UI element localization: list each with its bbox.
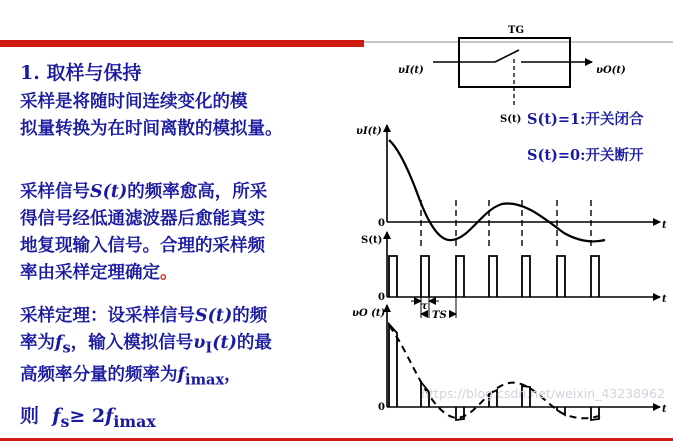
watermark: https://blog.csdn.net/weixin_43238962 — [421, 386, 665, 401]
frequency-line-1-pre: 采样信号 — [20, 182, 90, 202]
vi-t-label: t — [662, 220, 667, 231]
formula-prefix: 则 — [20, 405, 40, 427]
frequency-line-1-post: 的频率愈高，所采 — [127, 182, 268, 202]
vi-argument: (t) — [212, 333, 237, 353]
sampling-pulses — [389, 256, 599, 297]
switch-closed-state: S(t)=1:开关闭合 — [527, 111, 644, 128]
theorem-line-2-mid: ，输入模拟信号 — [70, 333, 194, 353]
theorem-line-1-post: 的频 — [232, 306, 268, 326]
definition-line-1: 采样是将随时间连续变化的模 — [20, 92, 248, 112]
switch-open-state: S(t)=0:开关断开 — [527, 147, 644, 164]
vo-axis-label: υO (t) — [352, 308, 386, 319]
formula-fimax-subscript: imax — [113, 411, 156, 431]
theorem-line-2-post: 的最 — [236, 333, 272, 353]
section-heading: 1. 取样与保持 — [20, 62, 142, 84]
formula-fimax: f — [105, 405, 114, 427]
theorem-line-3-post: ， — [224, 364, 242, 385]
fimax-symbol: f — [177, 364, 186, 385]
theorem-line-3-pre: 高频率分量的频率为 — [20, 364, 178, 385]
formula-operator: ≥ 2 — [69, 405, 106, 427]
formula-fs-subscript: s — [60, 411, 70, 431]
definition-line-2: 拟量转换为在时间离散的模拟量。 — [20, 119, 283, 139]
vo-t-label: t — [662, 404, 667, 415]
switch-output-label: υO(t) — [596, 65, 626, 76]
frequency-line-4-text: 率由采样定理确定 — [20, 263, 160, 283]
input-signal-curve — [389, 140, 605, 242]
switch-control-label: S(t) — [500, 114, 522, 125]
tau-label: τ — [421, 301, 428, 312]
theorem-line-2-pre: 率为 — [20, 333, 55, 353]
switch-input-label: υI(t) — [398, 65, 424, 76]
sampled-output — [389, 324, 599, 420]
fs-subscript: s — [62, 339, 71, 357]
plot-axes — [387, 125, 660, 407]
vi-subscript: I — [205, 339, 213, 357]
analog-switch-diagram — [398, 25, 626, 125]
fs-symbol: f — [55, 333, 63, 353]
frequency-line-3: 地复现输入信号。合理的采样频 — [20, 236, 265, 256]
switch-blade — [495, 50, 519, 62]
s-zero-label: 0 — [378, 292, 385, 303]
tg-label: TG — [508, 25, 524, 36]
s-axis-label: S(t) — [361, 235, 383, 246]
formula-fs: f — [52, 405, 61, 427]
theorem-line-1-pre: 采样定理：设采样信号 — [20, 306, 195, 326]
ts-label: TS — [432, 310, 447, 321]
red-period: 。 — [160, 263, 178, 283]
vo-zero-label: 0 — [378, 402, 385, 413]
fimax-subscript: imax — [185, 371, 225, 388]
vi-axis-label: υI(t) — [356, 126, 382, 137]
theorem-signal-symbol: S(t) — [195, 306, 233, 326]
sampling-signal-symbol: S(t) — [90, 182, 128, 202]
vi-symbol: υ — [193, 333, 206, 353]
frequency-line-2: 得信号经低通滤波器后愈能真实 — [20, 209, 265, 229]
s-t-label: t — [662, 294, 667, 305]
vi-zero-label: 0 — [378, 218, 385, 229]
